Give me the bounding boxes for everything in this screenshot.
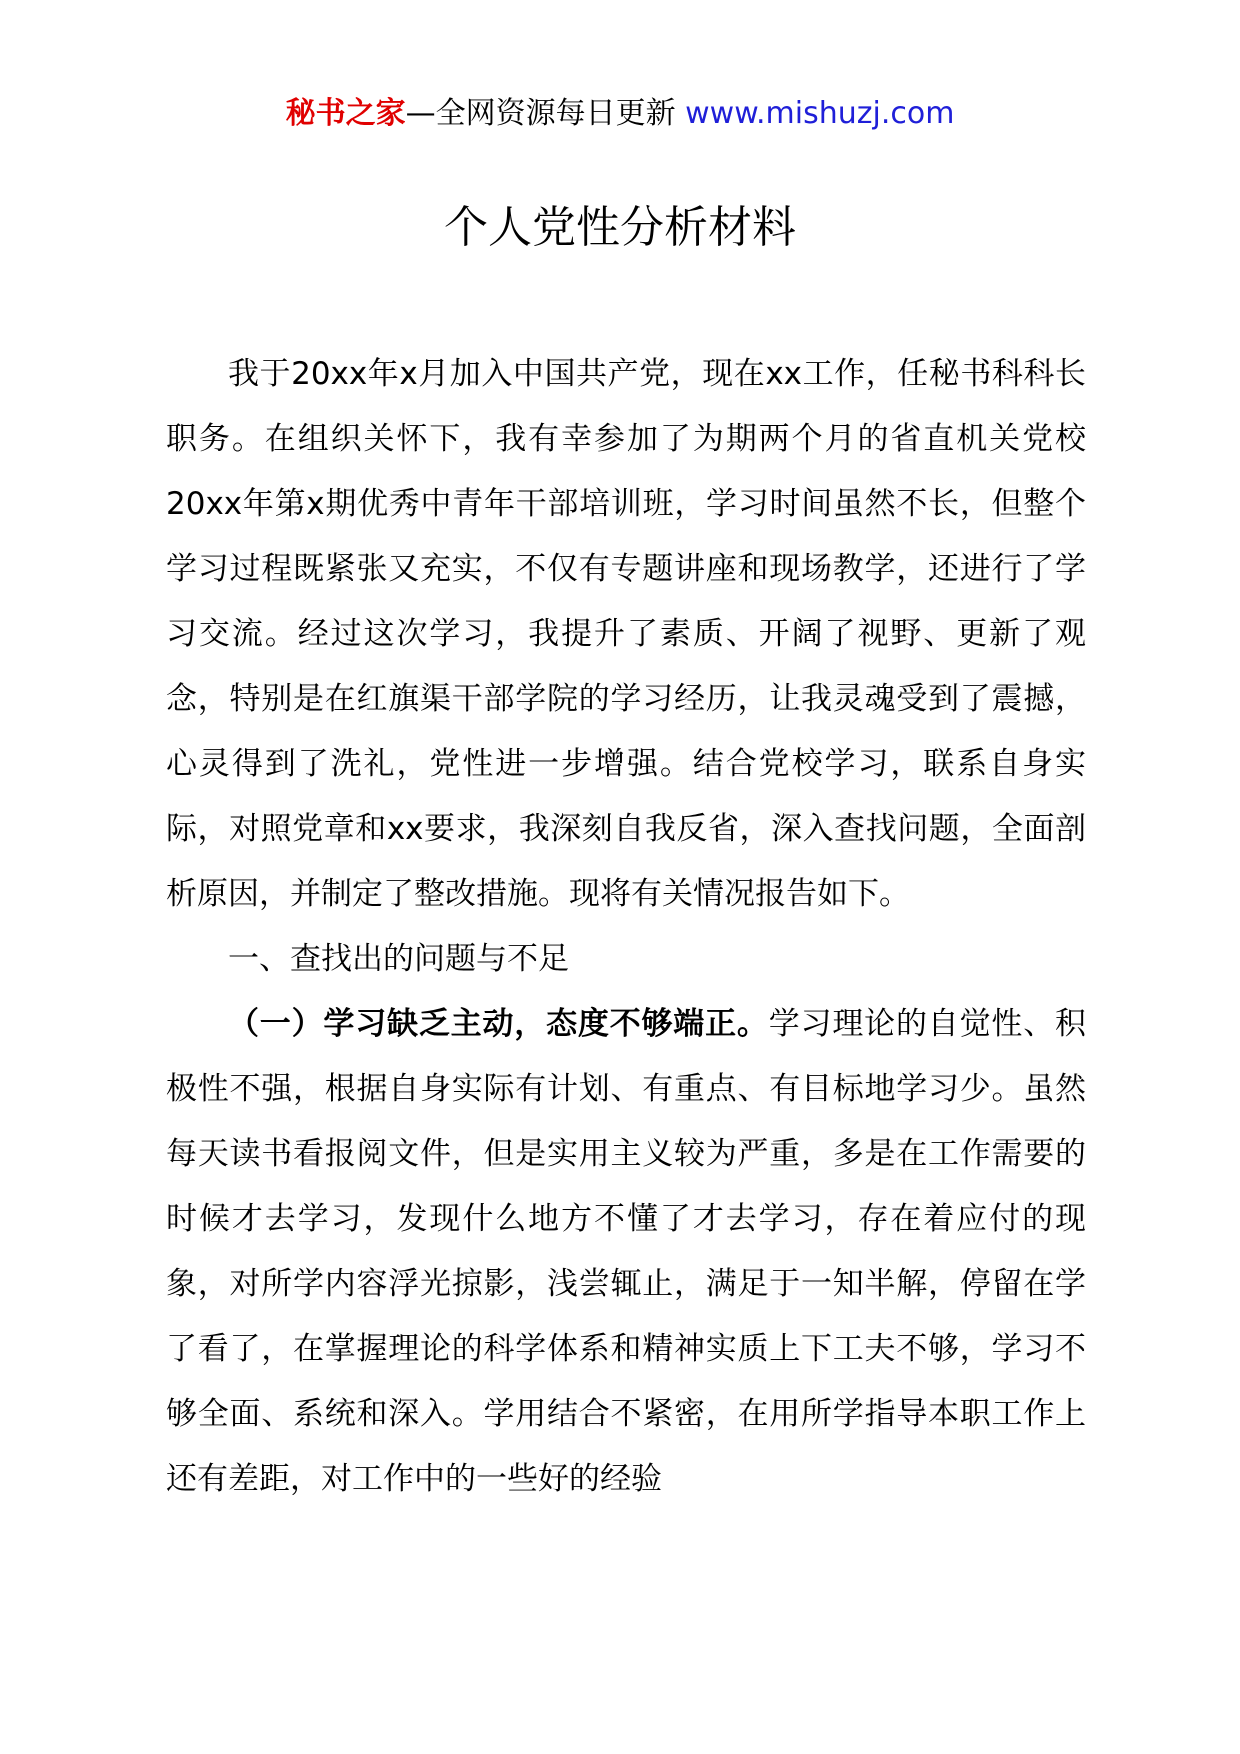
subsection-heading: （一）学习缺乏主动，态度不够端正。: [228, 1006, 769, 1042]
document-body: [166, 342, 1086, 1512]
brand-name: 秘书之家: [285, 96, 406, 131]
section-heading: 一、查找出的问题与不足: [228, 941, 569, 977]
document-title: 个人党性分析材料: [444, 202, 796, 253]
subsection-text: 学习理论的自觉性、积极性不强，根据自身实际有计划、有重点、有目标地学习少。虽然每天读书看报阅文件，但是实用主义较为严重，多是在工作需要的时候才去学习，发现什么地方不懂了才去学习，存在着应付的现象，对所学内容浮光掠影，浅尝辄止，满足于一知半解，停留在学了看了，在掌握理论的科学体系和精神实质上下工夫不够，学习不够全面、系统和深入。学用结合不紧密，在用所学指导本职工作上还有差距，对工作中的一些好的经验: [166, 1006, 1087, 1497]
subsection-paragraph: [166, 992, 1086, 1512]
site-url-link[interactable]: www.mishuzj.com: [685, 96, 955, 131]
site-tagline: —全网资源每日更新: [405, 96, 676, 131]
intro-paragraph: 我于20xx年x月加入中国共产党，现在xx工作，任秘书科科长职务。在组织关怀下，我有幸参加了为期两个月的省直机关党校20xx年第x期优秀中青年干部培训班，学习时间虽然不长，但整个学习过程既紧张又充实，不仅有专题讲座和现场教学，还进行了学习交流。经过这次学习，我提升了素质、开阔了视野、更新了观念，特别是在红旗渠干部学院的学习经历，让我灵魂受到了震撼，心灵得到了洗礼，党性进一步增强。结合党校学习，联系自身实际，对照党章和xx要求，我深刻自我反省，深入查找问题，全面剖析原因，并制定了整改措施。现将有关情况报告如下。: [166, 356, 1086, 912]
site-header: [0, 94, 1240, 134]
